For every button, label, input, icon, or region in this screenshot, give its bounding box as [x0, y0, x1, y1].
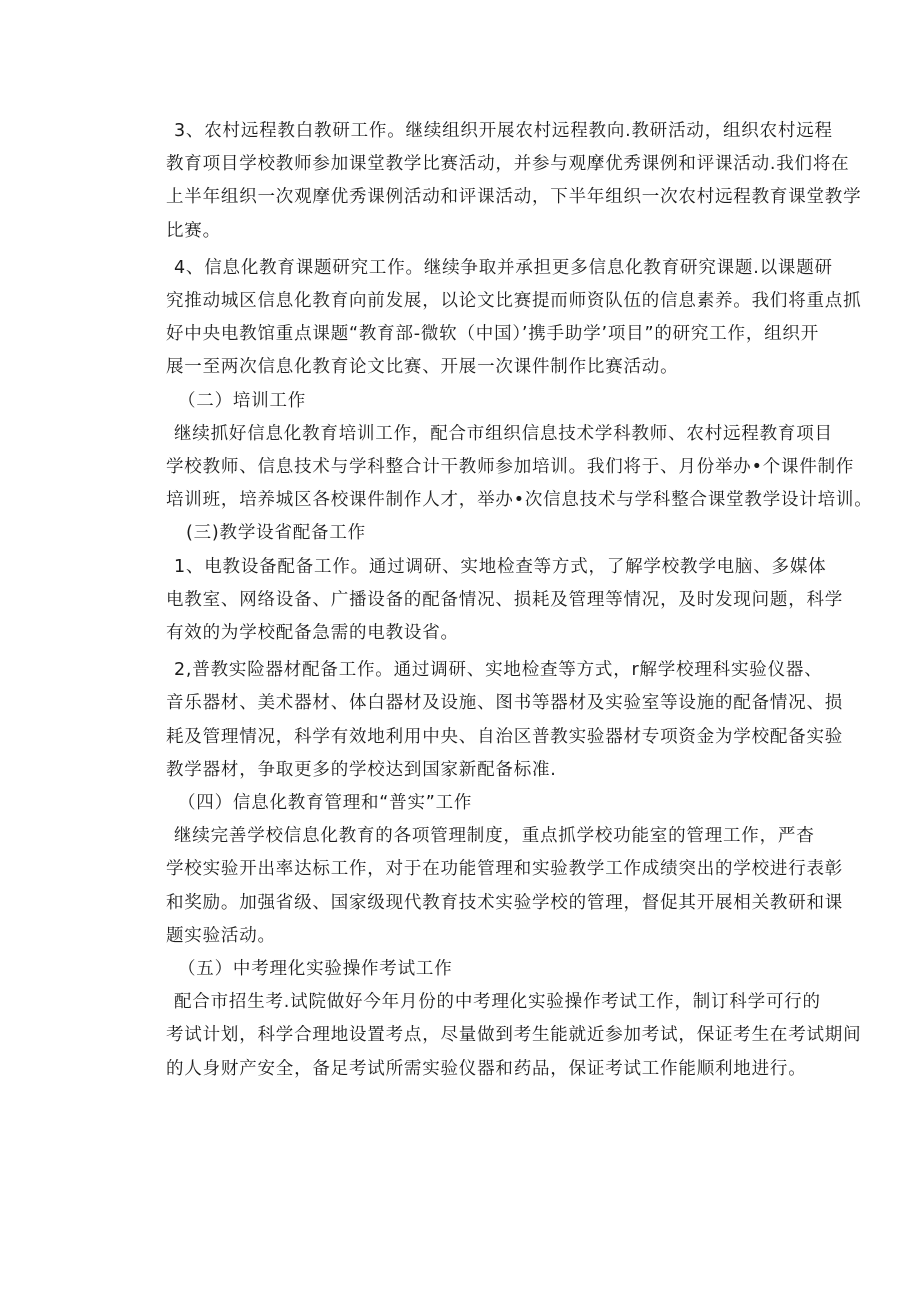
section-heading: （二）培训工作 [178, 390, 307, 411]
text-line: 教育项目学校教师参加课堂教学比赛活动，并参与观摩优秀课例和评课活动.我们将在 [166, 154, 850, 175]
text-line: 究推动城区信息化教育向前发展，以论文比赛提而师资队伍的信息素养。我们将重点抓 [166, 291, 862, 312]
text-line: 的人身财产安全，备足考试所需实验仪器和药品，保证考试工作能顺利地进行。 [166, 1058, 807, 1079]
section-heading: (三)教学设省配备工作 [186, 523, 366, 544]
text-line: 考试计划，科学合理地设置考点，尽量做到考生能就近参加考试，保证考生在考试期间 [166, 1025, 862, 1046]
section-heading: （四）信息化教育管理和“普实”工作 [178, 793, 473, 814]
paragraph-management [168, 820, 920, 953]
text-line: 展一至两次信息化教育论文比赛、开展一次课件制作比赛活动。 [166, 357, 679, 378]
text-line: 上半年组织一次观摩优秀课例活动和评课活动，下半年组织一次农村远程教育课堂教学 [166, 187, 862, 208]
heading-training [178, 385, 920, 418]
text-line: 耗及管理情况，科学有效地利用中央、自治区普教实验器材专项资金为学校配备实验 [166, 726, 844, 747]
heading-exam [178, 953, 920, 986]
text-line: 2,普教实险器材配备工作。通过调研、实地检查等方式，r解学校理科实验仪器、 [174, 660, 823, 681]
text-line: 学校实验开出率达标工作，对于在功能管理和实验教学工作成绩突出的学校进行表彰 [166, 859, 844, 880]
paragraph-informatization-research [168, 252, 920, 385]
paragraph-exam [168, 986, 920, 1086]
text-line: 教学器材，争取更多的学校达到国家新配备标准. [166, 759, 557, 780]
heading-management [178, 787, 920, 820]
text-line: 4、信息化教育课题研究工作。继续争取并承担更多信息化教育研究课题.以课题研 [174, 257, 833, 278]
heading-equipment [186, 517, 920, 550]
text-line: 音乐器材、美术器材、体白器材及设施、图书等器材及实验室等设施的配备情况、损 [166, 693, 844, 714]
text-line: 继续完善学校信息化教育的各项管理制度，重点抓学校功能室的管理工作，严杳 [174, 826, 815, 847]
paragraph-lab-equipment [168, 654, 920, 787]
text-line: 3、农村远程教白教研工作。继续组织开展农村远程教向.教研活动，组织农村远程 [174, 121, 833, 141]
paragraph-av-equipment [168, 551, 920, 651]
text-line: 有效的为学校配备急需的电教设省。 [166, 623, 459, 644]
text-line: 学校教师、信息技术与学科整合计干教师参加培训。我们将于、月份举办•个课件制作 [166, 457, 855, 478]
paragraph-rural-remote-research [168, 115, 920, 248]
text-line: 配合市招生考.试院做好今年月份的中考理化实验操作考试工作，制订科学可行的 [174, 992, 821, 1013]
text-line: 培训班，培养城区各校课件制作人才，举办•次信息技术与学科整合课堂教学设计培训。 [166, 490, 873, 511]
text-line: 好中央电教馆重点课题“教育部-微软（中国）’携手助学’项目”的研究工作，组织开 [166, 324, 820, 345]
text-line: 和奖励。加强省级、国家级现代教育技术实验学校的管理，督促其开展相关教研和课 [166, 892, 844, 913]
text-line: 电教室、网络设备、广播设备的配备情况、损耗及管理等情况，及时发现问题，科学 [166, 589, 844, 610]
text-line: 继续抓好信息化教育培训工作，配合市组织信息技术学科教师、农村远程教育项目 [174, 423, 833, 444]
text-line: 比赛。 [166, 220, 221, 241]
section-heading: （五）中考理化实验操作考试工作 [178, 959, 453, 980]
text-line: 题实验活动。 [166, 925, 276, 946]
text-line: 1、电教设备配备工作。通过调研、实地检查等方式，了解学校教学电脑、多媒体 [174, 556, 827, 577]
paragraph-training [168, 418, 920, 518]
